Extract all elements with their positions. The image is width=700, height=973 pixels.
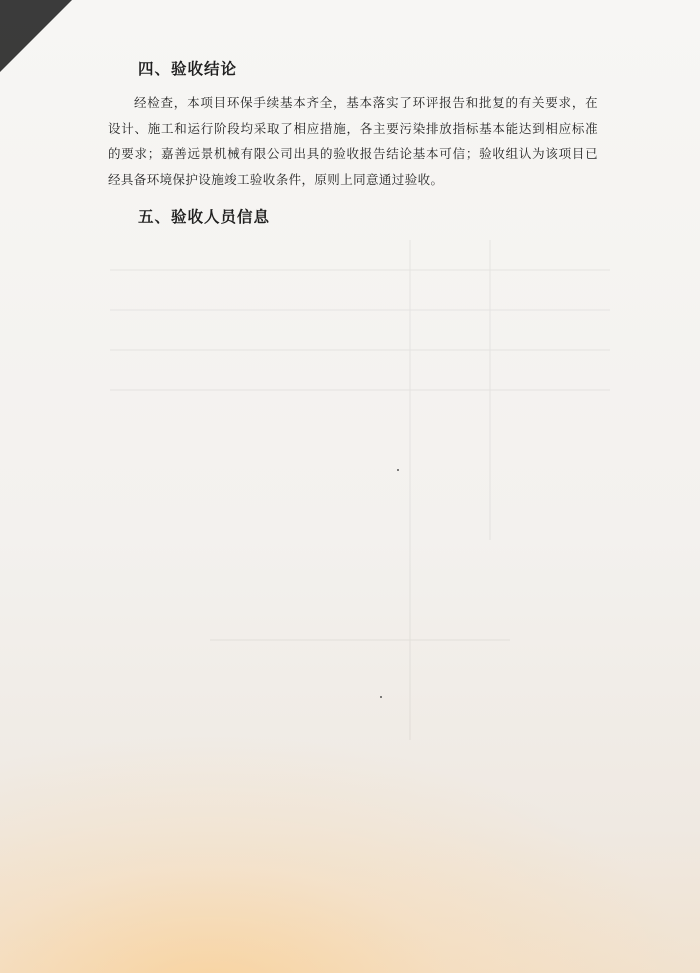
bleed-through-table-lines bbox=[110, 240, 630, 760]
speck-mark bbox=[397, 469, 399, 471]
page-corner-shadow bbox=[0, 0, 72, 72]
acceptance-conclusion-paragraph: 经检查，本项目环保手续基本齐全，基本落实了环评报告和批复的有关要求，在设计、施工和运行阶段均采取了相应措施，各主要污染排放指标基本能达到相应标准的要求；嘉善远景机械有限公司出具的验收报告结论基本可信；验收组认为该项目已经具备环境保护设施竣工验收条件，原则上同意通过验收。 bbox=[108, 95, 598, 187]
section-heading-acceptance-personnel: 五、验收人员信息 bbox=[138, 207, 271, 226]
speck-mark bbox=[380, 696, 382, 698]
lighting-glow bbox=[0, 733, 700, 973]
section-heading-acceptance-conclusion: 四、验收结论 bbox=[138, 59, 238, 78]
